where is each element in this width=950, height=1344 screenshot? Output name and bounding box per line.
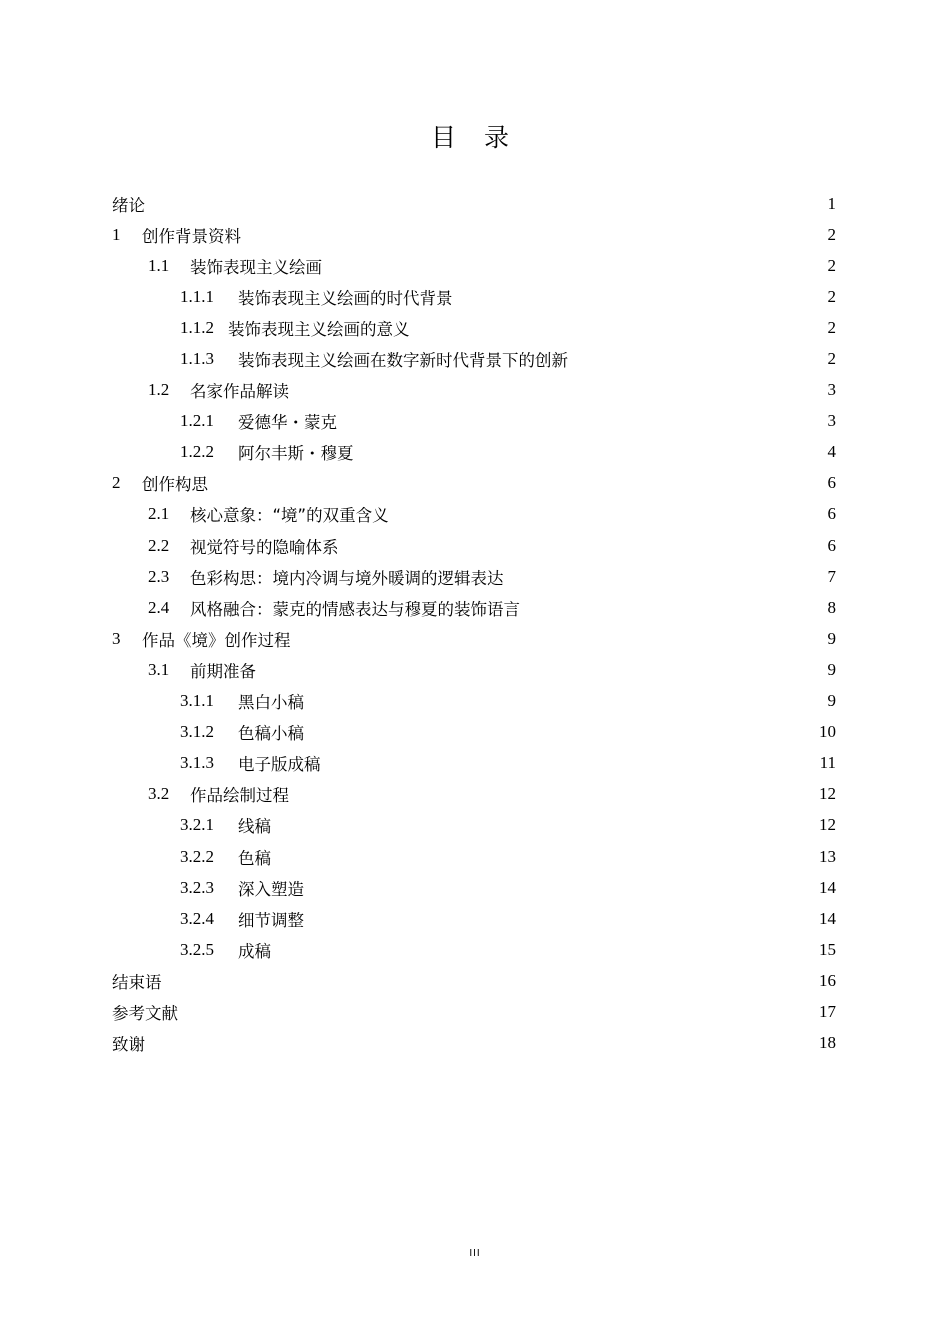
toc-dot-leader <box>277 940 815 960</box>
toc-entry-title: 装饰表现主义绘画的时代背景 <box>238 288 453 308</box>
toc-entry[interactable] <box>112 965 836 996</box>
toc-entry[interactable] <box>112 437 836 468</box>
toc-entry-page: 7 <box>827 566 836 586</box>
toc-entry-title: 核心意象：“境”的双重含义 <box>190 506 389 526</box>
toc-entry[interactable] <box>112 188 836 219</box>
toc-dot-leader <box>168 971 816 991</box>
toc-dot-leader <box>310 909 815 929</box>
toc-entry-number: 3.2.1 <box>180 815 214 835</box>
toc-entry[interactable] <box>112 872 836 903</box>
table-of-contents <box>112 188 836 1059</box>
toc-entry-title: 色稿小稿 <box>238 724 304 744</box>
toc-dot-leader <box>214 473 822 493</box>
toc-entry-page: 11 <box>819 753 836 773</box>
toc-entry-title: 创作背景资料 <box>142 226 241 246</box>
toc-entry-page: 6 <box>827 535 836 555</box>
toc-entry[interactable] <box>112 748 836 779</box>
toc-entry-number: 2.3 <box>148 566 170 586</box>
toc-entry[interactable] <box>112 903 836 934</box>
toc-entry-page: 6 <box>827 504 836 524</box>
toc-entry-page: 6 <box>827 473 836 493</box>
toc-entry[interactable] <box>112 219 836 250</box>
toc-dot-leader <box>360 442 823 462</box>
toc-entry-number: 3.2.5 <box>180 939 214 959</box>
toc-entry-title: 黑白小稿 <box>238 693 304 713</box>
toc-dot-leader <box>297 629 823 649</box>
toc-entry[interactable] <box>112 623 836 654</box>
toc-entry[interactable] <box>112 250 836 281</box>
toc-entry-title: 色彩构思：境内冷调与境外暖调的逻辑表达 <box>190 568 504 588</box>
toc-entry-title: 前期准备 <box>190 661 256 681</box>
toc-entry-title: 结束语 <box>112 972 162 992</box>
toc-dot-leader <box>345 536 823 556</box>
toc-dot-leader <box>343 411 822 431</box>
toc-entry-number: 3.2.3 <box>180 877 214 897</box>
toc-entry-page: 2 <box>827 286 836 306</box>
toc-entry-page: 2 <box>827 224 836 244</box>
toc-entry[interactable] <box>112 934 836 965</box>
toc-dot-leader <box>310 691 822 711</box>
toc-entry-title: 色稿 <box>238 848 271 868</box>
toc-entry[interactable] <box>112 810 836 841</box>
page-title: 目 录 <box>431 123 519 152</box>
toc-entry-number: 1.2.1 <box>180 411 214 431</box>
toc-entry-page: 12 <box>819 815 836 835</box>
toc-entry-number: 1.2.2 <box>180 442 214 462</box>
toc-dot-leader <box>459 287 823 307</box>
toc-entry[interactable] <box>112 654 836 685</box>
toc-entry-page: 2 <box>827 349 836 369</box>
toc-entry[interactable] <box>112 375 836 406</box>
toc-entry-page: 9 <box>827 628 836 648</box>
toc-entry-page: 4 <box>827 442 836 462</box>
toc-entry[interactable] <box>112 592 836 623</box>
toc-entry-title: 装饰表现主义绘画的意义 <box>228 319 410 339</box>
toc-entry-number: 3.2 <box>148 784 170 804</box>
toc-dot-leader <box>574 349 822 369</box>
toc-entry-title: 视觉符号的隐喻体系 <box>190 537 339 557</box>
toc-entry-page: 15 <box>819 939 836 959</box>
toc-dot-leader <box>395 504 822 524</box>
toc-entry-page: 17 <box>819 1001 836 1021</box>
toc-entry[interactable] <box>112 343 836 374</box>
toc-entry-title: 致谢 <box>112 1035 145 1055</box>
toc-entry-page: 9 <box>827 691 836 711</box>
toc-dot-leader <box>277 847 815 867</box>
toc-entry-page: 18 <box>819 1033 836 1053</box>
toc-entry[interactable] <box>112 686 836 717</box>
toc-entry-title: 电子版成稿 <box>238 755 321 775</box>
toc-entry[interactable] <box>112 468 836 499</box>
toc-dot-leader <box>416 318 823 338</box>
toc-entry-page: 8 <box>827 597 836 617</box>
toc-entry-page: 2 <box>827 255 836 275</box>
toc-entry-page: 10 <box>819 722 836 742</box>
toc-dot-leader <box>295 784 815 804</box>
toc-entry-number: 2.1 <box>148 504 170 524</box>
toc-entry-title: 深入塑造 <box>238 879 304 899</box>
toc-entry-title: 作品绘制过程 <box>190 786 289 806</box>
toc-entry-title: 参考文献 <box>112 1003 178 1023</box>
toc-entry-number: 1.2 <box>148 380 170 400</box>
toc-entry-page: 16 <box>819 970 836 990</box>
toc-entry[interactable] <box>112 779 836 810</box>
toc-dot-leader <box>295 380 822 400</box>
toc-entry-page: 13 <box>819 846 836 866</box>
toc-entry[interactable] <box>112 717 836 748</box>
toc-dot-leader <box>327 753 816 773</box>
toc-entry[interactable] <box>112 406 836 437</box>
toc-entry[interactable] <box>112 499 836 530</box>
toc-entry-page: 3 <box>827 380 836 400</box>
toc-entry-number: 3.1.3 <box>180 753 214 773</box>
toc-entry-number: 2.4 <box>148 597 170 617</box>
toc-dot-leader <box>310 722 815 742</box>
toc-entry-title: 创作构思 <box>142 475 208 495</box>
toc-dot-leader <box>247 225 822 245</box>
toc-entry-title: 装饰表现主义绘画 <box>190 257 322 277</box>
toc-entry-page: 9 <box>827 659 836 679</box>
toc-entry[interactable] <box>112 561 836 592</box>
toc-dot-leader <box>310 878 815 898</box>
toc-entry-title: 阿尔丰斯・穆夏 <box>238 444 354 464</box>
toc-entry-number: 1.1.2 <box>180 317 214 337</box>
toc-entry-number: 2 <box>112 473 121 493</box>
toc-entry-number: 3.1.2 <box>180 722 214 742</box>
toc-entry-number: 1.1.1 <box>180 286 214 306</box>
toc-entry-number: 3.1 <box>148 659 170 679</box>
toc-entry-title: 细节调整 <box>238 910 304 930</box>
toc-dot-leader <box>526 598 822 618</box>
toc-dot-leader <box>262 660 822 680</box>
toc-entry-page: 12 <box>819 784 836 804</box>
toc-entry-number: 3.1.1 <box>180 691 214 711</box>
toc-dot-leader <box>151 194 822 214</box>
toc-entry-title: 名家作品解读 <box>190 382 289 402</box>
toc-entry-title: 作品《境》创作过程 <box>142 630 291 650</box>
toc-entry-number: 1.1.3 <box>180 349 214 369</box>
toc-entry-number: 3.2.2 <box>180 846 214 866</box>
toc-dot-leader <box>151 1033 815 1053</box>
toc-entry[interactable] <box>112 996 836 1027</box>
toc-entry-number: 1 <box>112 224 121 244</box>
toc-entry-number: 1.1 <box>148 255 170 275</box>
toc-entry-page: 14 <box>819 908 836 928</box>
toc-entry-title: 成稿 <box>238 941 271 961</box>
toc-entry-title: 绪论 <box>112 195 145 215</box>
toc-dot-leader <box>184 1002 815 1022</box>
toc-entry-number: 3.2.4 <box>180 908 214 928</box>
toc-entry-title: 线稿 <box>238 817 271 837</box>
toc-entry[interactable] <box>112 1028 836 1059</box>
toc-entry[interactable] <box>112 841 836 872</box>
toc-entry-title: 爱德华・蒙克 <box>238 413 337 433</box>
footer-page-number: III <box>469 1248 481 1259</box>
toc-entry[interactable] <box>112 530 836 561</box>
toc-entry[interactable] <box>112 281 836 312</box>
toc-entry-page: 1 <box>827 193 836 213</box>
toc-entry-page: 2 <box>827 317 836 337</box>
toc-entry-page: 14 <box>819 877 836 897</box>
toc-entry-number: 3 <box>112 628 121 648</box>
toc-entry-title: 风格融合：蒙克的情感表达与穆夏的装饰语言 <box>190 599 520 619</box>
toc-dot-leader <box>277 815 815 835</box>
toc-entry-page: 3 <box>827 411 836 431</box>
toc-dot-leader <box>328 256 822 276</box>
toc-entry-number: 2.2 <box>148 535 170 555</box>
toc-entry[interactable] <box>112 312 836 343</box>
toc-dot-leader <box>510 567 823 587</box>
toc-entry-title: 装饰表现主义绘画在数字新时代背景下的创新 <box>238 351 568 371</box>
